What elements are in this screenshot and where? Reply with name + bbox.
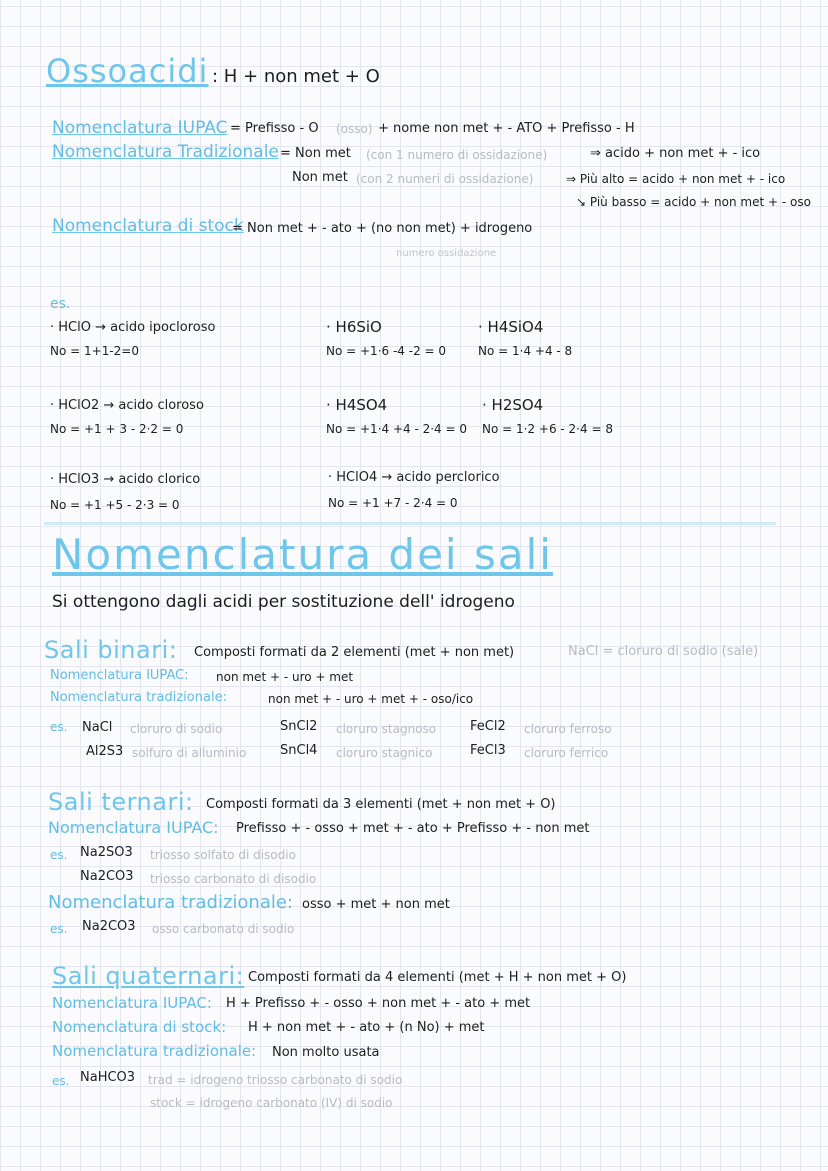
ternari-e1-n: triosso solfato di disodio: [150, 848, 296, 862]
example-hclo-name: · HClO → acido ipocloroso: [50, 320, 216, 335]
ternari-e1-f: Na2SO3: [80, 845, 133, 860]
ossoacidi-iupac-label: Nomenclatura IUPAC: [52, 118, 228, 138]
quaternari-es: es.: [52, 1074, 70, 1088]
quaternari-iupac-rule: H + Prefisso + - osso + non met + - ato + met: [226, 996, 531, 1011]
example-h4so4-name: · H4SO4: [326, 396, 388, 414]
ossoacidi-es: es.: [50, 296, 71, 312]
ternari-es: es.: [50, 848, 68, 862]
binari-title: Sali binari:: [44, 636, 178, 664]
example-h4sio4-name: · H4SiO4: [478, 318, 544, 336]
quaternari-stock-rule: H + non met + - ato + (n No) + met: [248, 1020, 485, 1035]
example-h6sio-name: · H6SiO: [326, 318, 382, 336]
section-divider: [44, 522, 776, 525]
ternari-e2-n: triosso carbonato di disodio: [150, 872, 317, 886]
binari-example: NaCl = cloruro di sodio (sale): [568, 644, 759, 659]
binari-r1-f2: SnCl2: [280, 719, 318, 734]
example-hclo4-no: No = +1 +7 - 2·4 = 0: [328, 496, 458, 510]
ossoacidi-stock-note: numero ossidazione: [396, 248, 497, 259]
ossoacidi-trad-rule2-b: ⇒ Più alto = acido + non met + - ico: [566, 172, 786, 186]
binari-trad-label: Nomenclatura tradizionale:: [50, 690, 227, 705]
ternari-es2: es.: [50, 922, 68, 936]
quaternari-e-stock: stock = idrogeno carbonato (IV) di sodio: [150, 1096, 393, 1110]
example-hclo3-name: · HClO3 → acido clorico: [50, 472, 201, 487]
ossoacidi-trad-rule2-a: Non met: [292, 170, 348, 185]
ossoacidi-trad-rule3: ↘ Più basso = acido + non met + - oso: [576, 195, 811, 209]
ossoacidi-iupac-rule-a: = Prefisso - O: [230, 121, 319, 136]
ternari-iupac-label: Nomenclatura IUPAC:: [48, 818, 219, 837]
quaternari-e-trad: trad = idrogeno triosso carbonato di sodio: [148, 1073, 403, 1087]
quaternari-stock-label: Nomenclatura di stock:: [52, 1018, 227, 1036]
quaternari-iupac-label: Nomenclatura IUPAC:: [52, 994, 212, 1012]
example-h4sio4-no: No = 1·4 +4 - 8: [478, 344, 573, 358]
quaternari-e-f: NaHCO3: [80, 1070, 136, 1085]
binari-trad-rule: non met + - uro + met + - oso/ico: [268, 692, 474, 706]
example-hclo4-name: · HClO4 → acido perclorico: [328, 470, 500, 485]
ternari-e3-f: Na2CO3: [82, 919, 136, 934]
example-h2so4-name: · H2SO4: [482, 396, 544, 414]
binari-r2-n2: cloruro stagnico: [336, 746, 433, 760]
ossoacidi-trad-rule1-a: = Non met: [280, 146, 351, 161]
binari-es: es.: [50, 720, 68, 734]
binari-r2-n3: cloruro ferrico: [524, 746, 609, 760]
binari-r1-n2: cloruro stagnoso: [336, 722, 437, 736]
quaternari-title: Sali quaternari:: [52, 962, 245, 990]
example-hclo-no: No = 1+1-2=0: [50, 344, 139, 358]
ossoacidi-trad-label: Nomenclatura Tradizionale: [52, 142, 279, 162]
sali-title: Nomenclatura dei sali: [52, 530, 553, 579]
ternari-trad-rule: osso + met + non met: [302, 897, 450, 912]
quaternari-trad-rule: Non molto usata: [272, 1045, 380, 1060]
binari-r1-n1: cloruro di sodio: [130, 722, 223, 736]
example-h2so4-no: No = 1·2 +6 - 2·4 = 8: [482, 422, 613, 436]
binari-r1-n3: cloruro ferroso: [524, 722, 612, 736]
ternari-trad-label: Nomenclatura tradizionale:: [48, 892, 293, 913]
ossoacidi-title: Ossoacidi: [46, 52, 209, 90]
binari-r2-f3: FeCl3: [470, 743, 506, 758]
binari-r2-n1: solfuro di alluminio: [132, 746, 247, 760]
ossoacidi-trad-rule1-b: ⇒ acido + non met + - ico: [590, 146, 761, 161]
ossoacidi-trad-rule2-note: (con 2 numeri di ossidazione): [356, 172, 534, 186]
ossoacidi-formula: : H + non met + O: [212, 66, 380, 87]
ossoacidi-iupac-rule-b: + nome non met + - ATO + Prefisso - H: [378, 121, 635, 136]
binari-iupac-rule: non met + - uro + met: [216, 670, 354, 684]
ternari-e2-f: Na2CO3: [80, 869, 134, 884]
sali-subtitle: Si ottengono dagli acidi per sostituzione dell' idrogeno: [52, 592, 515, 612]
example-hclo3-no: No = +1 +5 - 2·3 = 0: [50, 498, 180, 512]
quaternari-trad-label: Nomenclatura tradizionale:: [52, 1042, 257, 1060]
example-hclo2-no: No = +1 + 3 - 2·2 = 0: [50, 422, 184, 436]
binari-r1-f1: NaCl: [82, 720, 113, 735]
ossoacidi-trad-rule1-note: (con 1 numero di ossidazione): [366, 148, 548, 162]
example-hclo2-name: · HClO2 → acido cloroso: [50, 398, 204, 413]
binari-iupac-label: Nomenclatura IUPAC:: [50, 668, 189, 683]
ternari-desc: Composti formati da 3 elementi (met + non met + O): [206, 797, 556, 812]
binari-desc: Composti formati da 2 elementi (met + non met): [194, 645, 515, 660]
binari-r2-f1: Al2S3: [86, 744, 124, 759]
ternari-e3-n: osso carbonato di sodio: [152, 922, 295, 936]
ossoacidi-iupac-osso: (osso): [336, 122, 373, 136]
binari-r1-f3: FeCl2: [470, 719, 506, 734]
example-h6sio-no: No = +1·6 -4 -2 = 0: [326, 344, 447, 358]
ternari-iupac-rule: Prefisso + - osso + met + - ato + Prefisso + - non met: [236, 821, 590, 836]
quaternari-desc: Composti formati da 4 elementi (met + H + non met + O): [248, 970, 627, 985]
example-h4so4-no: No = +1·4 +4 - 2·4 = 0: [326, 422, 468, 436]
binari-r2-f2: SnCl4: [280, 743, 318, 758]
ternari-title: Sali ternari:: [48, 788, 194, 816]
ossoacidi-stock-label: Nomenclatura di stock: [52, 216, 244, 236]
ossoacidi-stock-rule: = Non met + - ato + (no non met) + idrogeno: [232, 221, 533, 236]
